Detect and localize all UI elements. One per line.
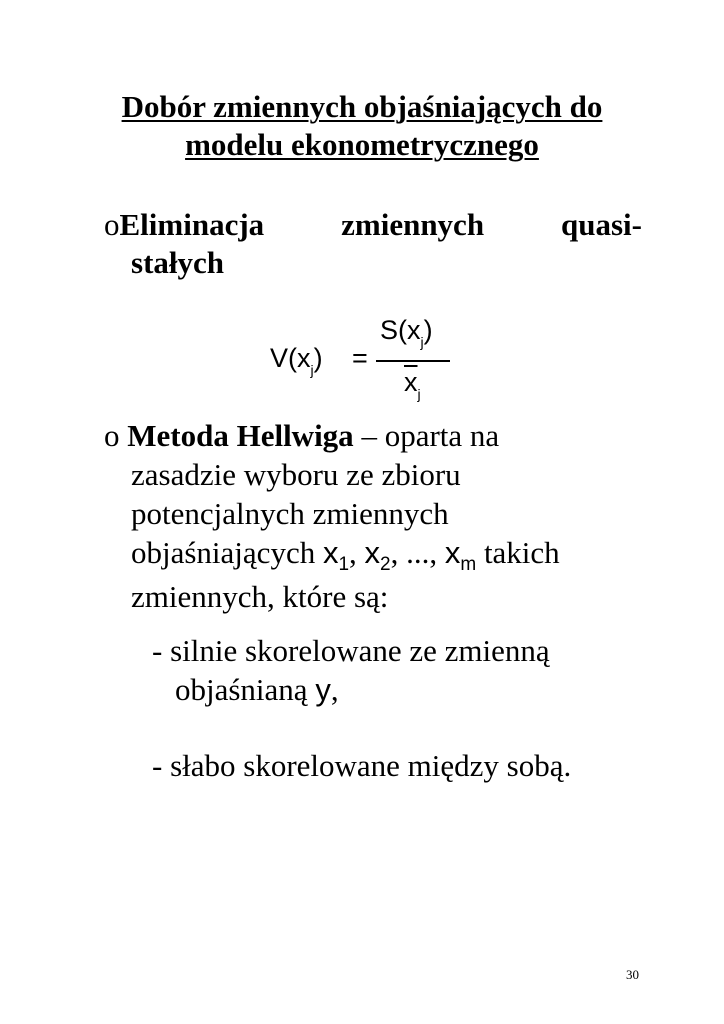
- variation-coefficient-formula: [270, 315, 470, 415]
- formula-lhs: $V(x_j)$: [270, 343, 323, 378]
- bullet1-word-3: quasi-: [561, 207, 642, 242]
- formula-numerator: $S(x_j)$: [380, 315, 433, 350]
- variables-line: objaśniających $x_1$, $x_2$, ..., $x_m$ takich: [131, 535, 560, 575]
- bullet1-word-4: stałych: [131, 245, 224, 280]
- criterion-strong-correlation: - silnie skorelowane ze zmienną objaśnianą y,: [152, 633, 550, 707]
- bullet-hellwig-method: o Metoda Hellwiga – oparta na zasadzie wyboru ze zbioru potencjalnych zmiennych objaśniających $x_1$, $x_2$, ..., $x_m$ takich zmiennych, które są:: [104, 416, 664, 616]
- bullet-marker: o: [104, 207, 120, 242]
- title-line-2: modelu ekonometrycznego: [185, 127, 539, 162]
- title-line-1: Dobór zmiennych objaśniających do: [121, 89, 603, 124]
- bullet1-word-1: Eliminacja: [119, 207, 265, 242]
- fraction-bar: [376, 360, 450, 362]
- bullet-elimination: [104, 206, 642, 282]
- bullet-marker: o: [104, 418, 120, 453]
- criterion-weak-correlation: - słabo skorelowane między sobą.: [152, 748, 572, 783]
- page-number: 30: [626, 967, 639, 982]
- page-title: [0, 88, 724, 164]
- formula-denominator: $\overline{x}_j$: [404, 367, 421, 402]
- formula-equals: =: [352, 343, 368, 373]
- bullet1-word-2: zmiennych: [341, 207, 485, 242]
- hellwig-bold: Metoda Hellwiga: [127, 418, 354, 453]
